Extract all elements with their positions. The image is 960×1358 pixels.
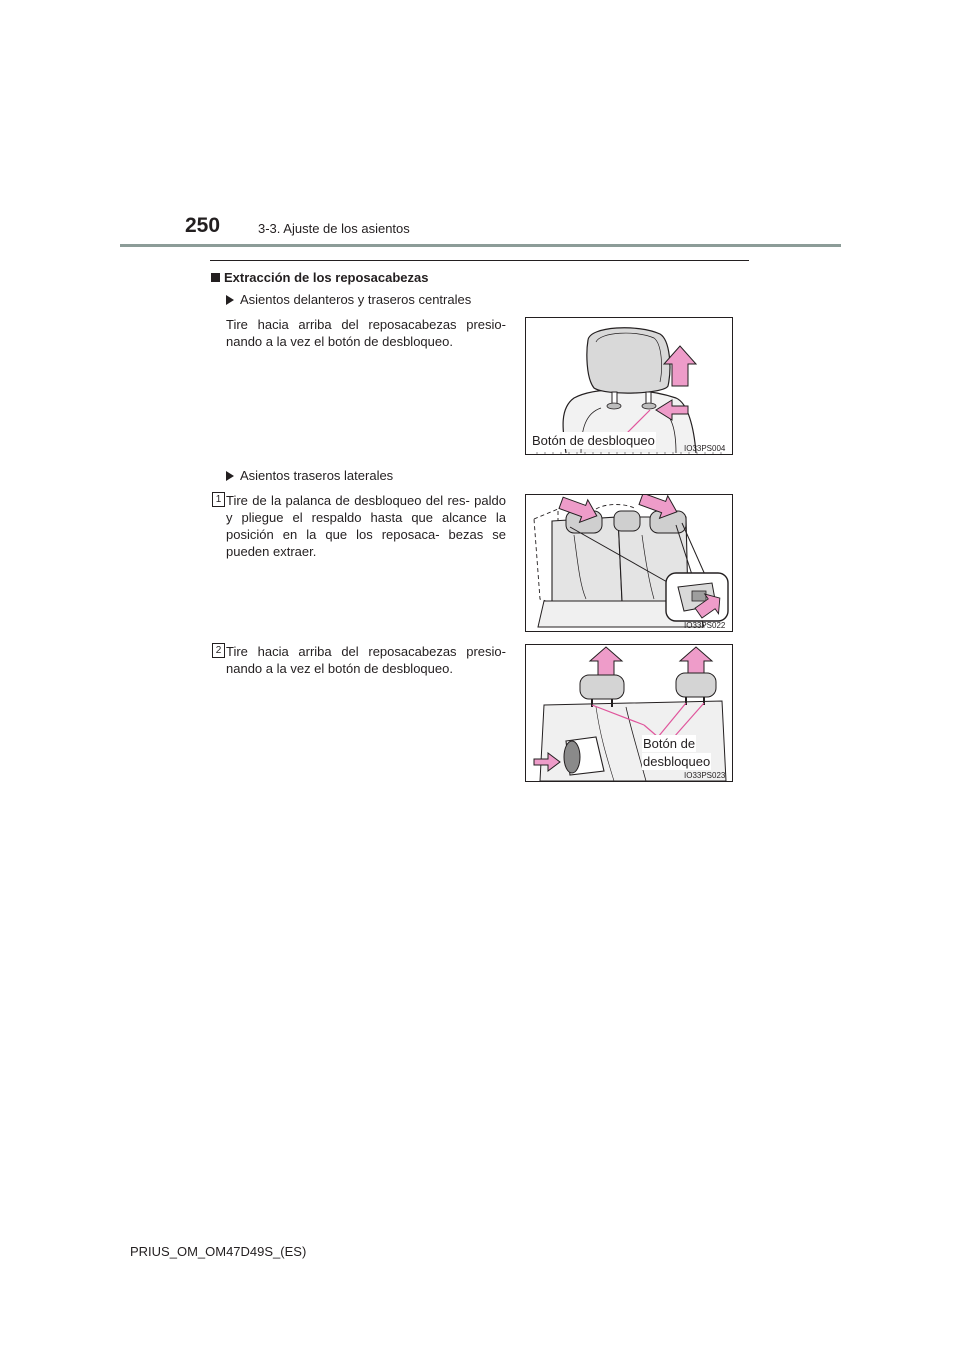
figure-code: IO33PS004 <box>684 444 726 453</box>
subheading-front-seats <box>226 292 471 308</box>
release-button-label-line-2: desbloqueo <box>643 754 711 769</box>
figure-rear-headrest <box>525 644 733 782</box>
page-number: 250 <box>185 214 221 237</box>
step-number-badge: 2 <box>212 643 225 658</box>
document-code: PRIUS_OM_OM47D49S_(ES) <box>130 1244 307 1259</box>
release-button-label: Botón de desbloqueo <box>532 433 655 448</box>
step-2-instruction: Tire hacia arriba del reposacabezas presio- nando a la vez el botón de desbloqueo. <box>226 644 506 676</box>
front-seats-instruction: Tire hacia arriba del reposacabezas presio- nando a la vez el botón de desbloqueo. <box>226 317 506 349</box>
figure-front-headrest <box>525 317 733 455</box>
section-divider <box>210 260 749 261</box>
subheading-rear-seats-text: Asientos traseros laterales <box>240 468 394 483</box>
header-divider <box>120 244 841 247</box>
release-button-label-line-1: Botón de <box>643 736 696 751</box>
figure-code: IO33PS022 <box>684 621 726 630</box>
figure-code: IO33PS023 <box>684 771 726 780</box>
subheading-front-seats-text: Asientos delanteros y traseros centrales <box>240 292 472 307</box>
chapter-title: 3-3. Ajuste de los asientos <box>258 221 410 236</box>
triangle-bullet-icon <box>226 471 234 481</box>
square-bullet-icon <box>211 273 220 282</box>
section-heading-text: Extracción de los reposacabezas <box>224 270 429 285</box>
rear-seat-fold-illustration <box>526 495 732 631</box>
section-heading <box>211 270 428 286</box>
step-number-badge: 1 <box>212 492 225 507</box>
figure-rear-seat-fold <box>525 494 733 632</box>
step-1-instruction: Tire de la palanca de desbloqueo del res- paldo y pliegue el respaldo hasta que alcance la posición en la que los reposaca- bezas se pueden extraer. <box>226 493 506 559</box>
subheading-rear-seats <box>226 468 393 484</box>
triangle-bullet-icon <box>226 295 234 305</box>
